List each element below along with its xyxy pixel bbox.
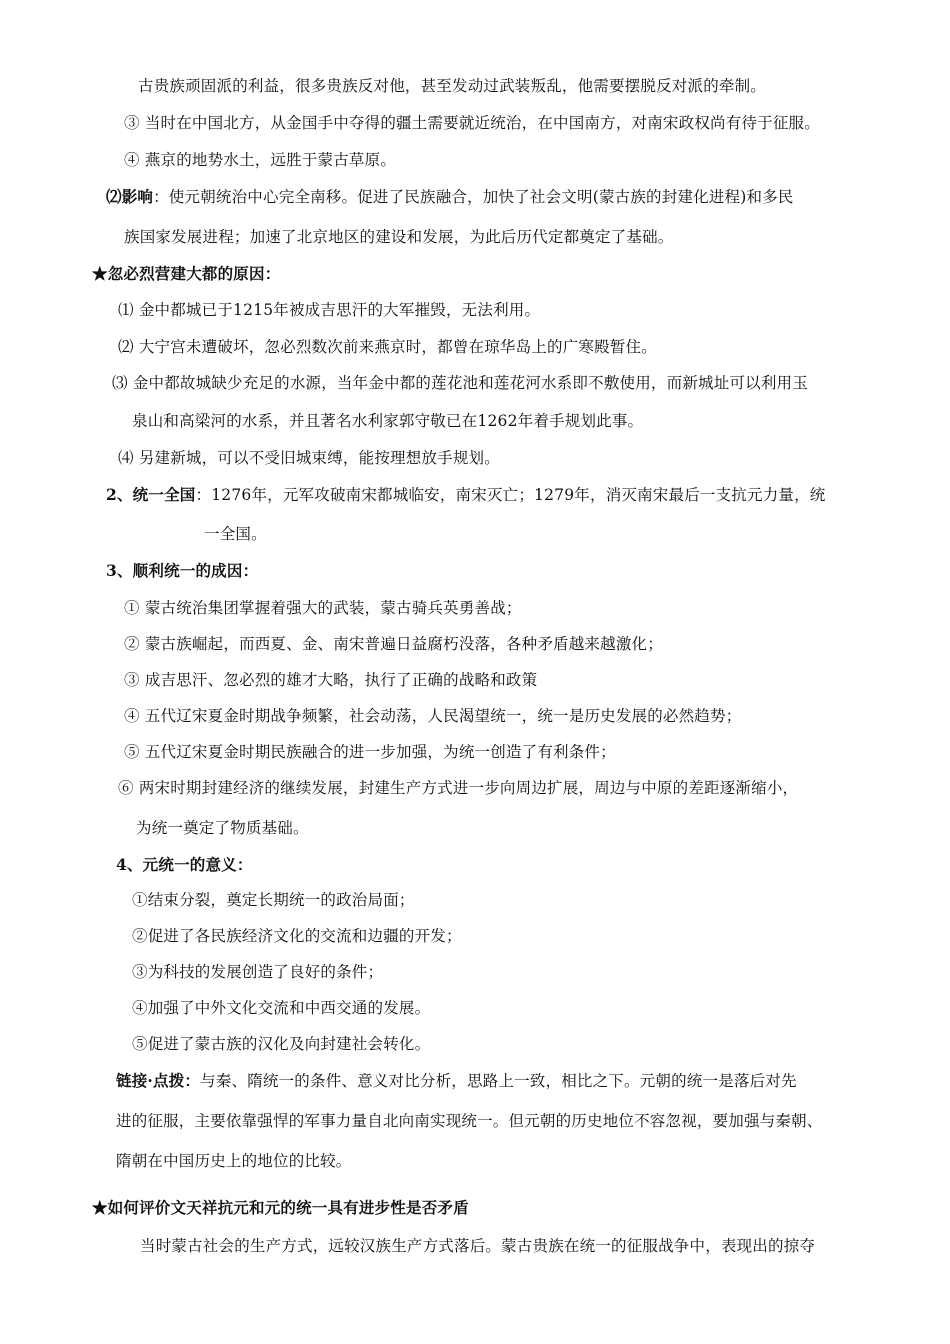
paragraph-line: 古贵族顽固派的利益，很多贵族反对他，甚至发动过武装叛乱，他需要摆脱反对派的牵制。: [138, 77, 767, 95]
paragraph-line: [106, 485, 826, 505]
section-heading: 3、顺利统一的成因：: [106, 561, 259, 580]
paragraph-text: ：1276年，元军攻破南宋都城临安，南宋灭亡；1279年，消灭南宋最后一支抗元力量，统: [195, 486, 826, 504]
section-label: ⑵影响: [106, 187, 154, 206]
list-item: ⑴ 金中都城已于1215年被成吉思汗的大军摧毁，无法利用。: [118, 301, 541, 319]
paragraph-line: [116, 1071, 797, 1091]
section-heading: ★如何评价文天祥抗元和元的统一具有进步性是否矛盾: [92, 1198, 469, 1217]
list-item: ④ 燕京的地势水土，远胜于蒙古草原。: [124, 151, 397, 169]
section-heading: ★忽必烈营建大都的原因：: [92, 264, 281, 283]
paragraph-line: 为统一奠定了物质基础。: [136, 819, 309, 837]
paragraph-line: 一全国。: [204, 525, 267, 543]
paragraph-line: 隋朝在中国历史上的地位的比较。: [116, 1152, 352, 1170]
section-heading: 4、元统一的意义：: [116, 855, 253, 874]
list-item: ⑥ 两宋时期封建经济的继续发展，封建生产方式进一步向周边扩展，周边与中原的差距逐渐缩小，: [118, 779, 799, 797]
paragraph-line: 族国家发展进程；加速了北京地区的建设和发展，为此后历代定都奠定了基础。: [124, 228, 674, 246]
list-item: ④加强了中外文化交流和中西交通的发展。: [132, 999, 431, 1017]
paragraph-line: [106, 187, 794, 207]
paragraph-line: 当时蒙古社会的生产方式，远较汉族生产方式落后。蒙古贵族在统一的征服战争中，表现出的掠夺: [140, 1237, 816, 1255]
list-item: ③为科技的发展创造了良好的条件；: [132, 963, 384, 981]
callout-label: 链接·点拨：: [116, 1071, 201, 1090]
list-item: ⑶ 金中都故城缺少充足的水源，当年金中都的莲花池和莲花河水系即不敷使用，而新城址可以利用玉: [112, 374, 808, 392]
paragraph-text: ：使元朝统治中心完全南移。促进了民族融合，加快了社会文明(蒙古族的封建化进程)和多民: [153, 188, 794, 206]
list-item: ①结束分裂，奠定长期统一的政治局面；: [132, 891, 415, 909]
list-item: ⑵ 大宁宫未遭破坏，忽必烈数次前来燕京时，都曾在琼华岛上的广寒殿暂住。: [118, 338, 657, 356]
list-item: ③ 当时在中国北方，从金国手中夺得的疆土需要就近统治，在中国南方，对南宋政权尚有待于征服。: [124, 114, 820, 132]
paragraph-line: 进的征服，主要依靠强悍的军事力量自北向南实现统一。但元朝的历史地位不容忽视，要加强与秦朝、: [116, 1112, 823, 1130]
list-item: ⑤ 五代辽宋夏金时期民族融合的进一步加强，为统一创造了有利条件；: [124, 743, 616, 761]
list-item: ① 蒙古统治集团掌握着强大的武装，蒙古骑兵英勇善战；: [124, 599, 522, 617]
paragraph-line: 泉山和高梁河的水系，并且著名水利家郭守敬已在1262年着手规划此事。: [132, 412, 644, 430]
paragraph-text: 与秦、隋统一的条件、意义对比分析，思路上一致，相比之下。元朝的统一是落后对先: [200, 1072, 797, 1090]
section-heading: 2、统一全国: [106, 485, 196, 504]
list-item: ⑷ 另建新城，可以不受旧城束缚，能按理想放手规划。: [118, 449, 500, 467]
list-item: ② 蒙古族崛起，而西夏、金、南宋普遍日益腐朽没落，各种矛盾越来越激化；: [124, 635, 663, 653]
list-item: ④ 五代辽宋夏金时期战争频繁，社会动荡，人民渴望统一，统一是历史发展的必然趋势；: [124, 707, 742, 725]
list-item: ③ 成吉思汗、忽必烈的雄才大略，执行了正确的战略和政策: [124, 671, 538, 689]
list-item: ⑤促进了蒙古族的汉化及向封建社会转化。: [132, 1035, 431, 1053]
list-item: ②促进了各民族经济文化的交流和边疆的开发；: [132, 927, 462, 945]
